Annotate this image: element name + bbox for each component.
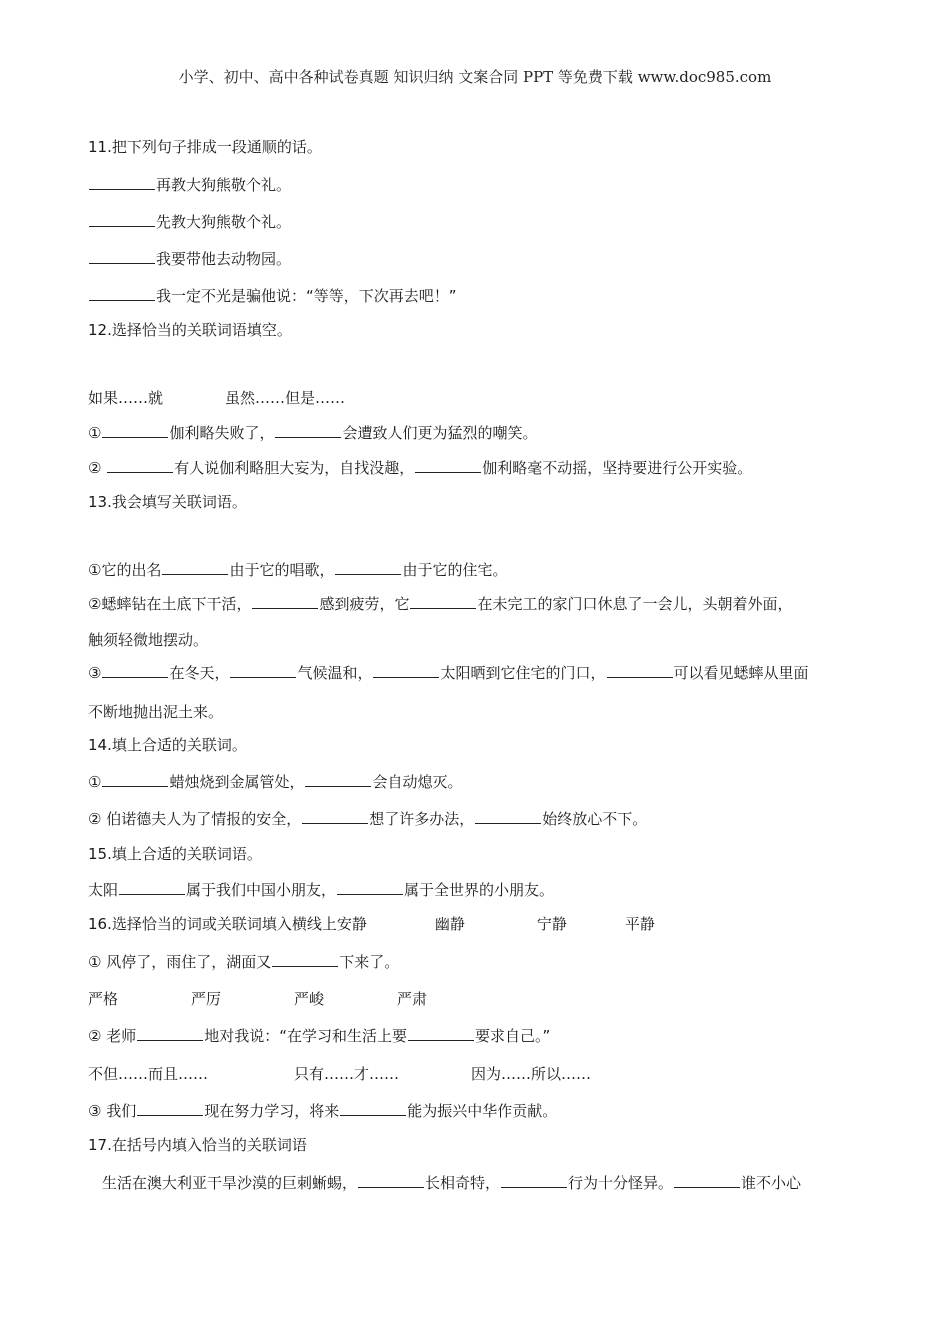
answer-blank[interactable] (252, 594, 318, 609)
q13-line-1: ①它的出名 由于它的唱歌， 由于它的住宅。 (88, 561, 508, 579)
answer-blank[interactable] (501, 1173, 567, 1188)
answer-blank[interactable] (337, 880, 403, 895)
answer-blank[interactable] (89, 212, 155, 227)
q17-line-1: 生活在澳大利亚干旱沙漠的巨刺蜥蜴， 长相奇特， 行为十分怪异。 谁不小心 (102, 1174, 802, 1192)
answer-blank[interactable] (674, 1173, 740, 1188)
answer-blank[interactable] (102, 423, 168, 438)
answer-blank[interactable] (107, 458, 173, 473)
q16-conjunction-options (88, 1064, 591, 1084)
q13-line-3: ③ 在冬天， 气候温和， 太阳晒到它住宅的门口， 可以看见蟋蟀从里面 (88, 664, 809, 682)
word-option: 幽静 (434, 915, 465, 933)
answer-blank[interactable] (272, 952, 338, 967)
answer-blank[interactable] (89, 286, 155, 301)
answer-blank[interactable] (415, 458, 481, 473)
answer-blank[interactable] (340, 1101, 406, 1116)
q13-line-2: ②蟋蟀钻在土底下干活， 感到疲劳，它 在未完工的家门口休息了一会儿，头朝着外面， (88, 595, 793, 613)
q13-line-2-cont: 触须轻微地摆动。 (88, 631, 209, 649)
answer-blank[interactable] (410, 594, 476, 609)
answer-blank[interactable] (302, 809, 368, 824)
answer-blank[interactable] (373, 663, 439, 678)
answer-blank[interactable] (119, 880, 185, 895)
word-option: 严肃 (397, 990, 428, 1008)
q11-sentence-1: 再教大狗熊敬个礼。 (88, 175, 291, 195)
answer-blank[interactable] (162, 560, 228, 575)
word-option: 平静 (624, 915, 655, 933)
word-option: 严厉 (191, 990, 222, 1008)
q14-line-1: ① 蜡烛烧到金属管处， 会自动熄灭。 (88, 773, 463, 791)
conjunction-option: 只有……才…… (294, 1065, 400, 1083)
word-option: 严峻 (294, 990, 325, 1008)
answer-blank[interactable] (89, 249, 155, 264)
answer-blank[interactable] (305, 772, 371, 787)
answer-blank[interactable] (230, 663, 296, 678)
answer-blank[interactable] (358, 1173, 424, 1188)
q12-line-1: ① 伽利略失败了， 会遭致人们更为猛烈的嘲笑。 (88, 424, 538, 442)
q11-sentence-2: 先教大狗熊敬个礼。 (88, 212, 291, 232)
question-14-title: 14.填上合适的关联词。 (88, 736, 247, 754)
answer-blank[interactable] (89, 175, 155, 190)
q15-line-1: 太阳 属于我们中国小朋友， 属于全世界的小朋友。 (88, 881, 555, 899)
answer-blank[interactable] (408, 1026, 474, 1041)
q16-word-options (88, 989, 427, 1009)
q14-line-2: ② 伯诺德夫人为了情报的安全， 想了许多办法， 始终放心不下。 (88, 810, 648, 828)
word-option: 严格 (88, 990, 119, 1008)
conjunction-option: 不但……而且…… (88, 1065, 209, 1083)
answer-blank[interactable] (137, 1101, 203, 1116)
q16-line-3: ③ 我们 现在努力学习，将来 能为振兴中华作贡献。 (88, 1102, 558, 1120)
conjunction-option: 因为……所以…… (471, 1065, 592, 1083)
q16-line-2: ② 老师 地对我说：“在学习和生活上要 要求自己。” (88, 1027, 551, 1045)
question-16-title: 16.选择恰当的词或关联词填入横线上安静 幽静 宁静 平静 (88, 915, 655, 933)
question-17-title: 17.在括号内填入恰当的关联词语 (88, 1136, 307, 1154)
answer-blank[interactable] (275, 423, 341, 438)
answer-blank[interactable] (475, 809, 541, 824)
page-header: 小学、初中、高中各种试卷真题 知识归纳 文案合同 PPT 等免费下载 www.doc985.com (178, 68, 772, 86)
answer-blank[interactable] (102, 772, 168, 787)
q12-options: 如果……就 虽然……但是…… (88, 389, 346, 407)
answer-blank[interactable] (607, 663, 673, 678)
answer-blank[interactable] (102, 663, 168, 678)
q13-line-3-cont: 不断地抛出泥土来。 (88, 703, 224, 721)
question-11-title: 11.把下列句子排成一段通顺的话。 (88, 138, 322, 156)
question-12-title: 12.选择恰当的关联词语填空。 (88, 321, 292, 339)
q11-sentence-4: 我一定不光是骗他说：“等等，下次再去吧！” (88, 286, 457, 306)
q11-sentence-3: 我要带他去动物园。 (88, 249, 291, 269)
question-13-title: 13.我会填写关联词语。 (88, 493, 247, 511)
word-option: 宁静 (536, 915, 567, 933)
q12-line-2: ② 有人说伽利略胆大妄为，自找没趣， 伽利略毫不动摇，坚持要进行公开实验。 (88, 459, 753, 477)
question-15-title: 15.填上合适的关联词语。 (88, 845, 262, 863)
answer-blank[interactable] (137, 1026, 203, 1041)
q16-line-1: ① 风停了，雨住了，湖面又 下来了。 (88, 953, 400, 971)
answer-blank[interactable] (335, 560, 401, 575)
